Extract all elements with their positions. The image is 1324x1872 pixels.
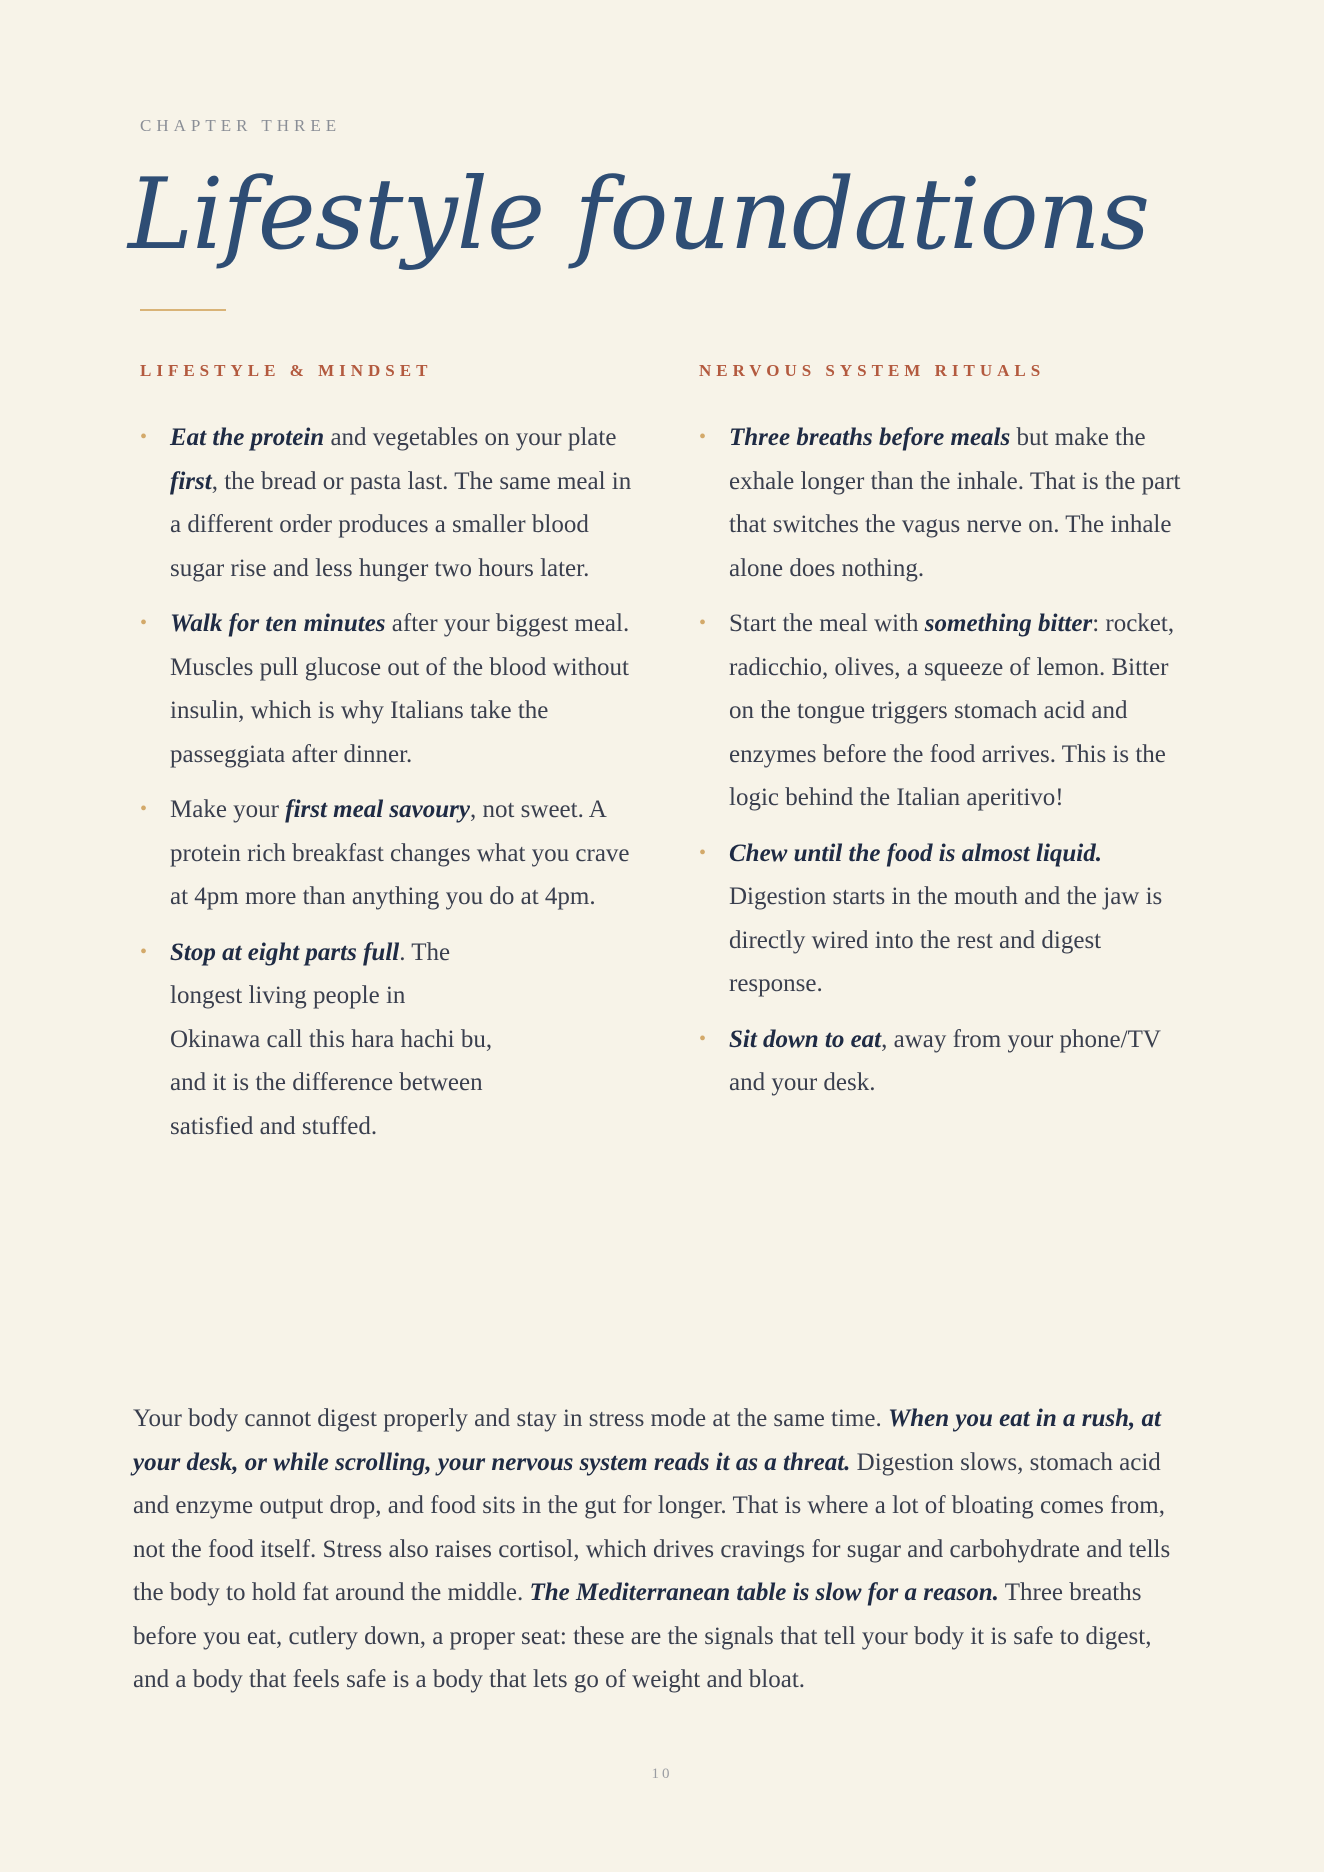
- item-emphasis: Sit down to eat: [729, 1025, 882, 1053]
- list-item: [140, 931, 500, 1149]
- list-item: [699, 602, 1199, 820]
- item-emphasis: Eat the protein: [170, 424, 325, 451]
- closing-paragraph: [133, 1397, 1193, 1702]
- nervous-system-heading: NERVOUS SYSTEM RITUALS: [699, 361, 1046, 380]
- chapter-label: CHAPTER THREE: [140, 116, 342, 135]
- list-item: [699, 416, 1199, 590]
- bullet-icon: •: [699, 841, 707, 864]
- paragraph-emphasis: The Mediterranean table is slow for a reason.: [529, 1579, 999, 1606]
- bullet-icon: •: [140, 612, 148, 634]
- item-text: and vegetables on your plate: [324, 424, 617, 451]
- title-divider: [140, 309, 226, 311]
- item-text: , away from your phone/TV and your desk.: [729, 1025, 1161, 1096]
- bullet-icon: •: [140, 940, 148, 963]
- list-item: [140, 788, 640, 919]
- lifestyle-heading: LIFESTYLE & MINDSET: [140, 361, 433, 380]
- paragraph-text: Three breaths before you eat, cutlery down, a proper seat: these are the signals that tell your body it is safe to digest, and a body that feels safe is a body that lets go of weight and bloat.: [133, 1579, 1152, 1693]
- list-item: [140, 602, 640, 776]
- item-emphasis: first: [170, 467, 212, 495]
- item-text: , not sweet. A protein rich breakfast changes what you crave at 4pm more than anything you do at 4pm.: [170, 796, 630, 910]
- bullet-icon: •: [699, 426, 707, 448]
- item-emphasis: Chew until the food is almost liquid.: [729, 839, 1102, 867]
- item-emphasis: first meal savoury: [285, 796, 470, 823]
- item-text: but make the exhale longer than the inhale. That is the part that switches the vagus nerve on. The inhale alone does nothing.: [729, 424, 1181, 582]
- item-text: Digestion starts in the mouth and the jaw is directly wired into the rest and digest response.: [729, 883, 1163, 997]
- list-item: [140, 416, 640, 590]
- paragraph-text: Your body cannot digest properly and stay in stress mode at the same time.: [133, 1405, 888, 1432]
- nervous-system-list: [699, 416, 1199, 1105]
- item-text: , the bread or pasta last. The same meal in a different order produces a smaller blood sugar rise and less hunger two hours later.: [170, 467, 632, 582]
- bullet-icon: •: [140, 426, 148, 448]
- item-emphasis: Walk for ten minutes: [170, 610, 386, 637]
- item-emphasis: Stop at eight parts full: [170, 938, 400, 966]
- nervous-system-column: [699, 358, 1199, 1117]
- item-text: after your biggest meal. Muscles pull glucose out of the blood without insulin, which is why Italians take the passeggiata after dinner.: [170, 610, 630, 768]
- item-text: . The longest living people in Okinawa call this hara hachi bu, and it is the difference between satisfied and stuffed.: [170, 938, 493, 1140]
- item-text: : rocket, radicchio, olives, a squeeze of lemon. Bitter on the tongue triggers stomach acid and enzymes before the food arrives. This is the logic behind the Italian aperitivo!: [729, 610, 1175, 811]
- page-number: 10: [651, 1766, 673, 1782]
- paragraph-text: Digestion slows, stomach acid and enzyme output drop, and food sits in the gut for longer. That is where a lot of bloating comes from, not the food itself. Stress also raises cortisol, which drives cravings for sugar and carbohydrate and tells the body to hold fat around the middle.: [133, 1448, 1171, 1606]
- lifestyle-column: [140, 358, 640, 1160]
- item-text: Make your: [170, 796, 286, 823]
- lifestyle-list: [140, 416, 640, 1148]
- item-emphasis: Three breaths before meals: [729, 424, 1011, 451]
- paragraph-emphasis: When you eat in a rush, at your desk, or while scrolling, your nervous system reads it as a threat.: [133, 1405, 1161, 1476]
- item-text: Start the meal with: [729, 610, 925, 637]
- page-title: Lifestyle foundations: [128, 158, 1150, 272]
- bullet-icon: •: [140, 798, 148, 820]
- list-item: [699, 1018, 1199, 1105]
- bullet-icon: •: [699, 612, 707, 634]
- item-emphasis: something bitter: [924, 610, 1093, 637]
- bullet-icon: •: [699, 1027, 707, 1050]
- list-item: [699, 832, 1199, 1006]
